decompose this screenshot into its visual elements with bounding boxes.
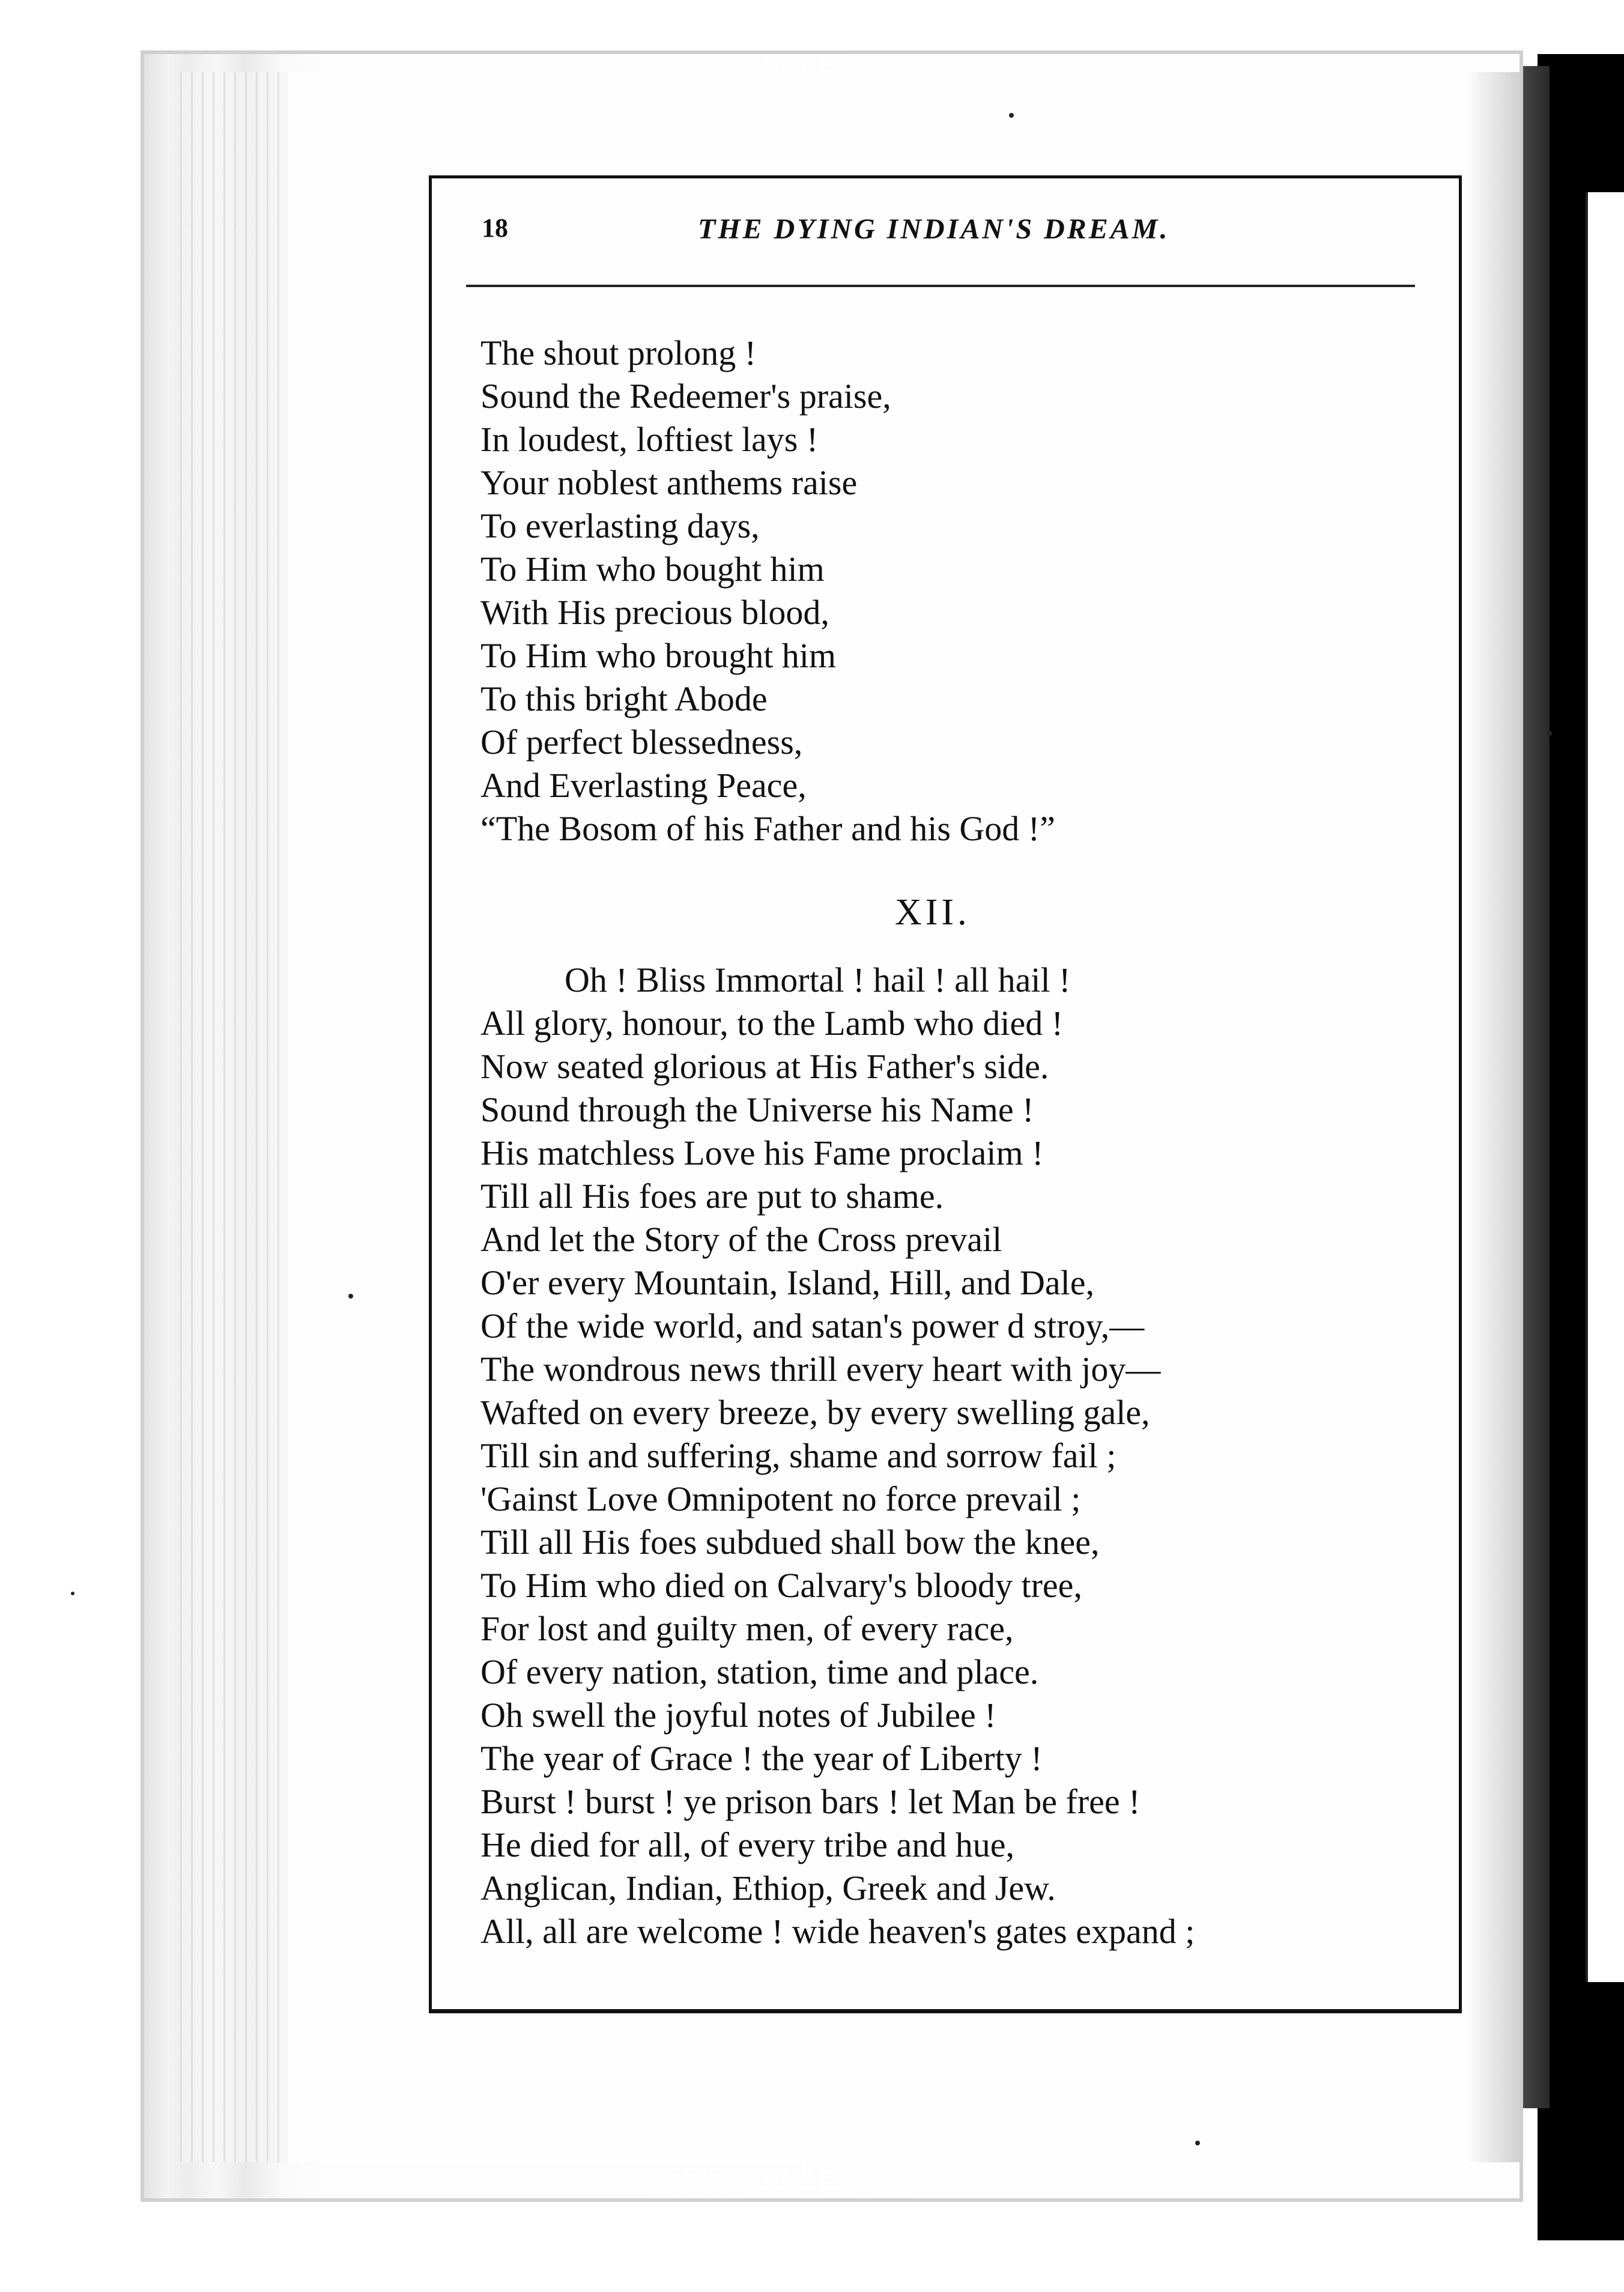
section-numeral: XII. <box>895 892 971 933</box>
scan-speck <box>1547 730 1552 736</box>
header-rule <box>466 285 1415 287</box>
verse-line: Now seated glorious at His Father's side. <box>480 1047 1049 1086</box>
verse-line: He died for all, of every tribe and hue, <box>480 1825 1014 1864</box>
verse-line: In loudest, loftiest lays ! <box>480 420 819 459</box>
verse-line: The shout prolong ! <box>480 333 757 372</box>
verse-line: Oh ! Bliss Immortal ! hail ! all hail ! <box>565 960 1071 999</box>
verse-line: With His precious blood, <box>480 593 829 632</box>
verse-line: O'er every Mountain, Island, Hill, and Dale, <box>480 1263 1094 1302</box>
verse-line: “The Bosom of his Father and his God !” <box>480 809 1055 848</box>
verse-line: To this bright Abode <box>480 679 768 718</box>
verse-line: To Him who died on Calvary's bloody tree, <box>480 1566 1082 1605</box>
verse-line: All glory, honour, to the Lamb who died ! <box>480 1004 1064 1043</box>
page-leaves <box>180 72 288 2162</box>
verse-line: Till all His foes are put to shame. <box>480 1177 944 1216</box>
verse-line: 'Gainst Love Omnipotent no force prevail ; <box>480 1479 1081 1518</box>
verse-line: For lost and guilty men, of every race, <box>480 1609 1014 1648</box>
verse-line: To Him who brought him <box>480 636 837 675</box>
scan-speck <box>1195 2141 1200 2145</box>
page-number: 18 <box>482 213 508 243</box>
verse-line: Burst ! burst ! ye prison bars ! let Man be free ! <box>480 1782 1141 1821</box>
page-gutter-shadow <box>1465 72 1519 2162</box>
verse-line: Of perfect blessedness, <box>480 723 803 762</box>
verse-line: His matchless Love his Fame proclaim ! <box>480 1133 1044 1172</box>
verse-line: Your noblest anthems raise <box>480 463 858 502</box>
running-head: THE DYING INDIAN'S DREAM. <box>698 213 1170 245</box>
verse-line: Of the wide world, and satan's power d stroy,— <box>480 1306 1145 1345</box>
verse-line: Sound through the Universe his Name ! <box>480 1090 1034 1129</box>
verse-line: Wafted on every breeze, by every swelling gale, <box>480 1393 1150 1432</box>
verse-line: To Him who bought him <box>480 550 825 589</box>
page-header <box>482 213 1419 261</box>
verse-line: The year of Grace ! the year of Liberty ! <box>480 1739 1043 1778</box>
scan-speck <box>1009 113 1014 118</box>
verse-line: All, all are welcome ! wide heaven's gates expand ; <box>480 1912 1195 1951</box>
facing-page-edge <box>1586 192 1624 1982</box>
verse-line: The wondrous news thrill every heart with joy— <box>480 1350 1161 1389</box>
scan-speck <box>348 1294 353 1299</box>
verse-line: And Everlasting Peace, <box>480 766 807 805</box>
verse-line: Oh swell the joyful notes of Jubilee ! <box>480 1696 996 1735</box>
verse-line: Sound the Redeemer's praise, <box>480 377 891 416</box>
stanza-continued <box>480 332 1417 850</box>
verse-line: Till all His foes subdued shall bow the knee, <box>480 1523 1100 1562</box>
verse-line: And let the Story of the Cross prevail <box>480 1220 1002 1259</box>
verse-line: To everlasting days, <box>480 506 760 545</box>
scan-speck <box>71 1592 74 1595</box>
stanza-xii <box>480 959 1417 1953</box>
verse-line: Till sin and suffering, shame and sorrow fail ; <box>480 1436 1116 1475</box>
verse-line: Of every nation, station, time and place. <box>480 1652 1039 1691</box>
verse-line: Anglican, Indian, Ethiop, Greek and Jew. <box>480 1869 1056 1908</box>
